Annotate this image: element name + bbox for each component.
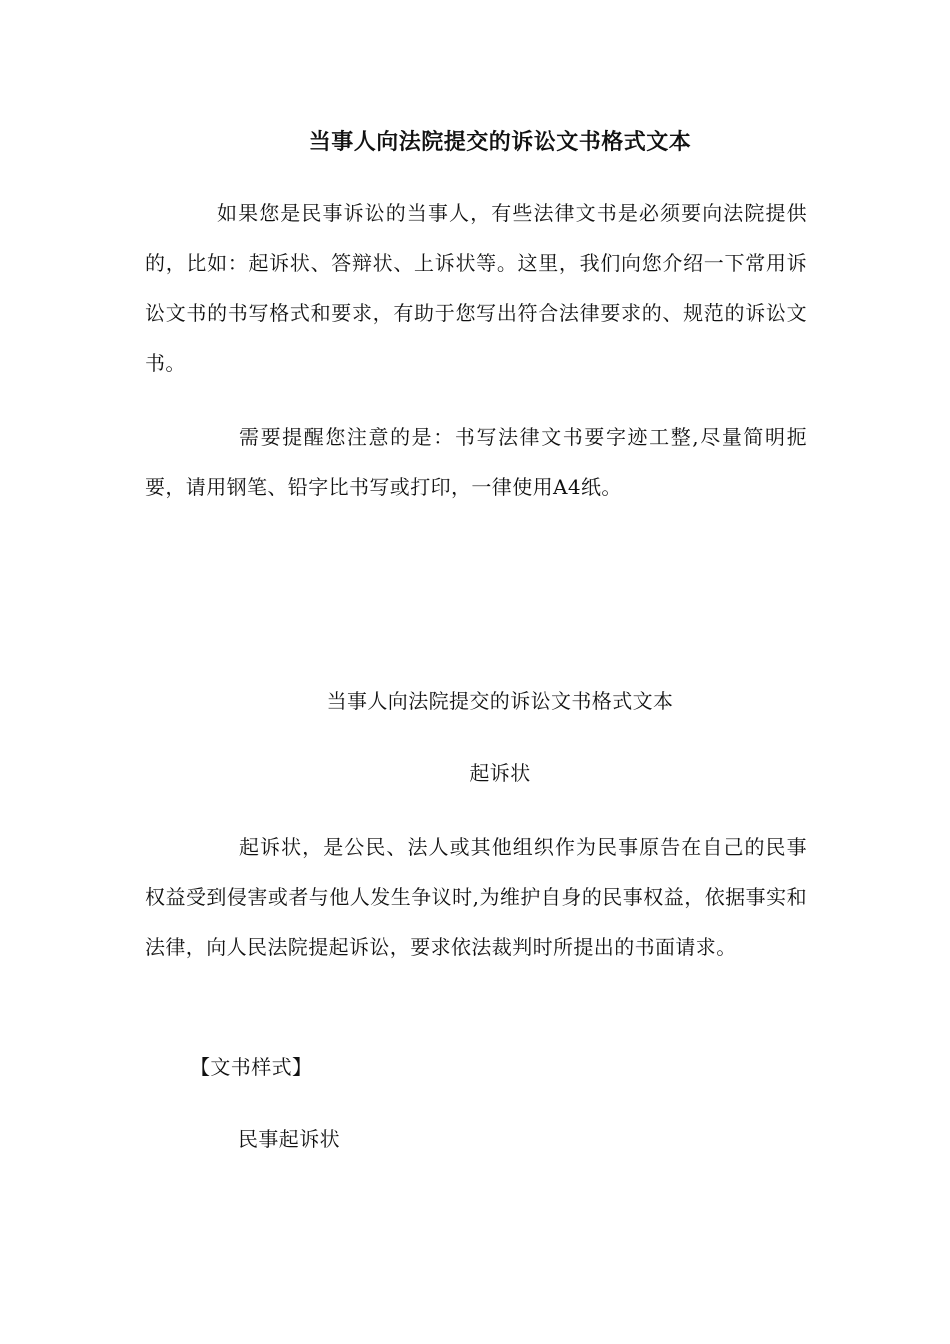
sample-name: 民事起诉状 [238, 1127, 340, 1151]
definition-paragraph: 起诉状，是公民、法人或其他组织作为民事原告在自己的民事权益受到侵害或者与他人发生争议时,为维护自身的民事权益，依据事实和法律，向人民法院提起诉讼，要求依法裁判时所提出的书面请求。 [145, 835, 807, 959]
sub-title: 当事人向法院提交的诉讼文书格式文本 [326, 689, 674, 713]
reminder-paragraph: 需要提醒您注意的是：书写法律文书要字迹工整,尽量简明扼要，请用钢笔、铅字比书写或打印，一律使用A4纸。 [145, 425, 807, 499]
main-title: 当事人向法院提交的诉讼文书格式文本 [308, 129, 692, 155]
intro-paragraph: 如果您是民事诉讼的当事人，有些法律文书是必须要向法院提供的，比如：起诉状、答辩状、上诉状等。这里，我们向您介绍一下常用诉讼文书的书写格式和要求，有助于您写出符合法律要求的、规范的诉讼文书。 [145, 201, 807, 375]
sample-label: 【文书样式】 [190, 1055, 313, 1079]
section-title: 起诉状 [469, 761, 531, 785]
